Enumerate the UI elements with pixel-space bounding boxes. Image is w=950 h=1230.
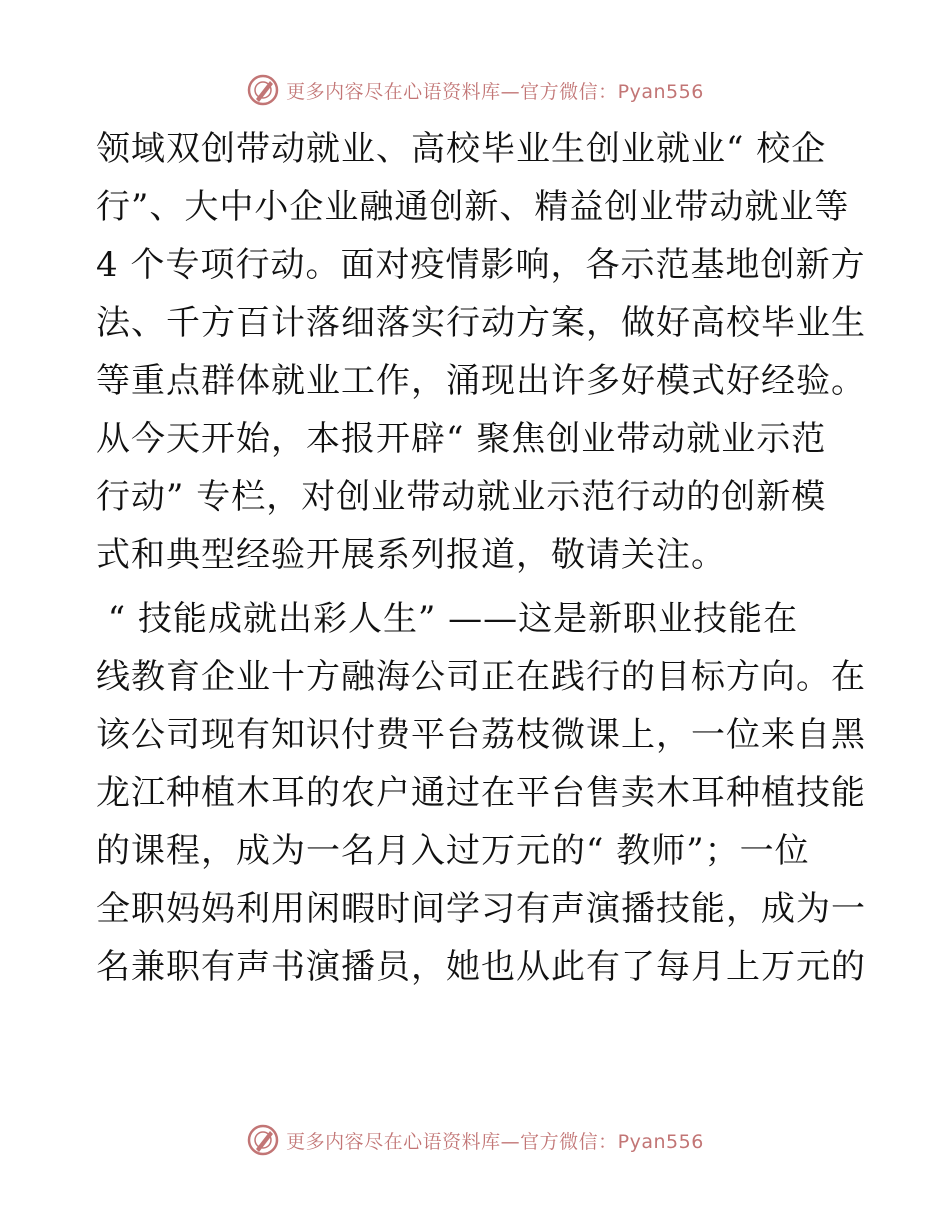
- text-line: 名兼职有声书演播员，她也从此有了每月上万元的: [96, 947, 866, 987]
- text-line: 龙江种植木耳的农户通过在平台售卖木耳种植技能: [96, 773, 866, 813]
- header-watermark: [0, 70, 950, 110]
- text-line: 从今天开始，本报开辟“ 聚焦创业带动就业示范: [96, 419, 827, 459]
- text-line: 的课程，成为一名月入过万元的“ 教师”；一位: [96, 831, 810, 871]
- text-line: 法、千方百计落细落实行动方案，做好高校毕业生: [96, 303, 866, 343]
- text-line: 行动” 专栏，对创业带动就业示范行动的创新模: [96, 477, 827, 517]
- watermark-text: 更多内容尽在心语资料库—官方微信：Pyan556: [286, 1130, 704, 1153]
- text-line: 4 个专项行动。面对疫情影响，各示范基地创新方: [96, 245, 866, 285]
- text-line: 领域双创带动就业、高校毕业生创业就业“ 校企: [96, 129, 827, 169]
- paragraph-2: [96, 590, 866, 996]
- watermark-text: 更多内容尽在心语资料库—官方微信：Pyan556: [286, 80, 704, 103]
- text-line: 线教育企业十方融海公司正在践行的目标方向。在: [96, 657, 866, 697]
- paragraph-1: [96, 120, 866, 584]
- text-line: 该公司现有知识付费平台荔枝微课上，一位来自黑: [96, 715, 866, 755]
- document-body: [96, 120, 866, 996]
- pen-seal-icon: [246, 73, 280, 107]
- text-line: 全职妈妈利用闲暇时间学习有声演播技能，成为一: [96, 889, 866, 929]
- text-line: “ 技能成就出彩人生” ——这是新职业技能在: [96, 599, 799, 639]
- text-line: 行”、大中小企业融通创新、精益创业带动就业等: [96, 187, 850, 227]
- text-line: 等重点群体就业工作，涌现出许多好模式好经验。: [96, 361, 866, 401]
- text-line: 式和典型经验开展系列报道，敬请关注。: [96, 535, 726, 575]
- pen-seal-icon: [246, 1123, 280, 1157]
- footer-watermark: [0, 1120, 950, 1160]
